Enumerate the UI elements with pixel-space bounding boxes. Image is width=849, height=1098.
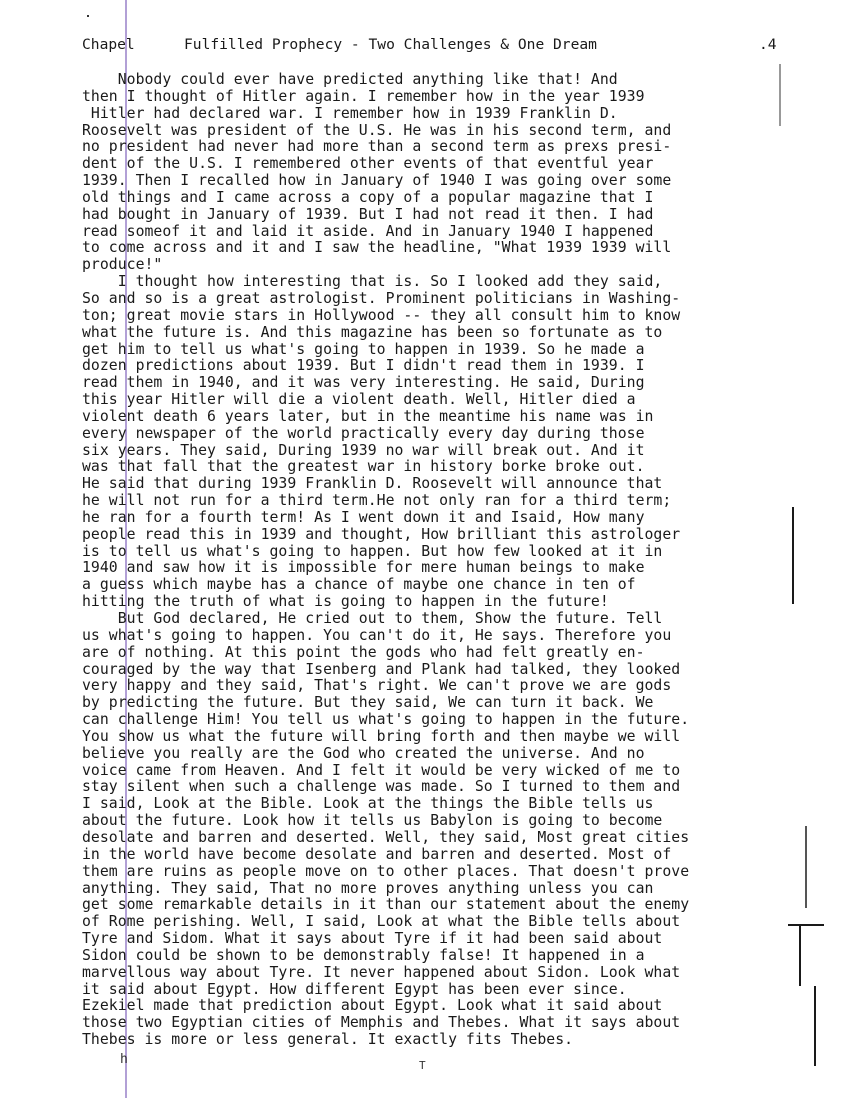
text-line: Hitler had declared war. I remember how in 1939 Franklin D. — [82, 104, 618, 122]
stray-dot — [87, 15, 89, 17]
text-line: read someof it and laid it aside. And in January 1940 I happened — [82, 222, 654, 240]
text-line: produce!" — [82, 256, 163, 274]
text-line: stay silent when such a challenge was made. So I turned to them and — [82, 778, 681, 796]
text-line: read them in 1940, and it was very interesting. He said, During — [82, 374, 645, 392]
body-text — [82, 72, 802, 1049]
text-line: He said that during 1939 Franklin D. Roosevelt will announce that — [82, 475, 663, 493]
page-number: .4 — [759, 36, 777, 53]
text-line: Tyre and Sidom. What it says about Tyre if it had been said about — [82, 930, 663, 948]
text-line: voice came from Heaven. And I felt it would be very wicked of me to — [82, 761, 681, 779]
text-line: six years. They said, During 1939 no war will break out. And it — [82, 441, 645, 459]
text-line: it said about Egypt. How different Egypt has been ever since. — [82, 980, 627, 998]
margin-t-mark-bar — [788, 924, 824, 926]
text-line: people read this in 1939 and thought, How brilliant this astrologer — [82, 525, 681, 543]
text-line: very happy and they said, That's right. We can't prove we are gods — [82, 677, 672, 695]
text-line: But God declared, He cried out to them, Show the future. Tell — [82, 610, 663, 627]
text-line: So and so is a great astrologist. Prominent politicians in Washing- — [82, 289, 681, 307]
text-line: those two Egyptian cities of Memphis and Thebes. What it says about — [82, 1014, 681, 1032]
text-line: this year Hitler will die a violent death. Well, Hitler died a — [82, 391, 636, 409]
text-line: then I thought of Hitler again. I remember how in the year 1939 — [82, 87, 645, 105]
text-line: every newspaper of the world practically every day during those — [82, 424, 645, 442]
text-line: are of nothing. At this point the gods who had felt greatly en- — [82, 643, 645, 661]
text-line: is to tell us what's going to happen. But how few looked at it in — [82, 542, 663, 560]
text-line: Roosevelt was president of the U.S. He was in his second term, and — [82, 121, 672, 139]
text-line: what the future is. And this magazine has been so fortunate as to — [82, 323, 663, 341]
footer-mark-left: h — [120, 1052, 128, 1067]
text-line: get some remarkable details in it than our statement about the enemy — [82, 896, 690, 914]
margin-mark-bottom — [814, 986, 816, 1066]
text-line: had bought in January of 1939. But I had not read it then. I had — [82, 205, 654, 223]
text-line: I thought how interesting that is. So I looked add they said, — [82, 273, 663, 291]
text-line: a guess which maybe has a chance of maybe one chance in ten of — [82, 576, 636, 594]
text-line: in the world have become desolate and barren and deserted. Most of — [82, 845, 672, 863]
text-line: to come across and it and I saw the headline, "What 1939 1939 will — [82, 239, 672, 257]
text-line: them are ruins as people move on to other places. That doesn't prove — [82, 862, 690, 880]
text-line: can challenge Him! You tell us what's going to happen in the future. — [82, 711, 690, 729]
text-line: couraged by the way that Isenberg and Plank had talked, they looked — [82, 660, 681, 678]
page-header — [82, 36, 782, 58]
text-line: Nobody could ever have predicted anything like that! And — [82, 71, 618, 88]
text-line: believe you really are the God who created the universe. And no — [82, 744, 645, 762]
text-line: 1940 and saw how it is impossible for mere human beings to make — [82, 559, 645, 577]
text-line: no president had never had more than a second term as prexs presi- — [82, 138, 672, 156]
text-line: he will not run for a third term.He not only ran for a third term; — [82, 492, 672, 510]
margin-t-mark-stem — [799, 924, 801, 986]
margin-mark-top — [779, 64, 781, 126]
text-line: Thebes is more or less general. It exactly fits Thebes. — [82, 1031, 574, 1049]
header-title: Fulfilled Prophecy - Two Challenges & One Dream — [184, 36, 597, 53]
margin-mark-middle — [792, 507, 794, 604]
text-line: Sidon could be shown to be demonstrably false! It happened in a — [82, 946, 645, 964]
footer-mark-center: T — [419, 1059, 426, 1072]
text-line: desolate and barren and deserted. Well, they said, Most great cities — [82, 828, 690, 846]
text-line: get him to tell us what's going to happen in 1939. So he made a — [82, 340, 645, 358]
text-line: us what's going to happen. You can't do it, He says. Therefore you — [82, 626, 672, 644]
text-line: I said, Look at the Bible. Look at the things the Bible tells us — [82, 795, 654, 813]
text-line: Ezekiel made that prediction about Egypt. Look what it said about — [82, 997, 663, 1015]
text-line: of Rome perishing. Well, I said, Look at what the Bible tells about — [82, 913, 681, 931]
margin-mark-lower — [805, 826, 807, 908]
text-line: dent of the U.S. I remembered other events of that eventful year — [82, 155, 654, 173]
text-line: dozen predictions about 1939. But I didn't read them in 1939. I — [82, 357, 645, 375]
text-line: marvellous way about Tyre. It never happened about Sidon. Look what — [82, 963, 681, 981]
text-line: violent death 6 years later, but in the meantime his name was in — [82, 407, 654, 425]
header-chapel-label: Chapel — [82, 36, 135, 53]
text-line: old things and I came across a copy of a popular magazine that I — [82, 188, 654, 206]
text-line: 1939. Then I recalled how in January of 1940 I was going over some — [82, 172, 672, 190]
text-line: by predicting the future. But they said, We can turn it back. We — [82, 694, 654, 712]
text-line: You show us what the future will bring forth and then maybe we will — [82, 727, 681, 745]
text-line: anything. They said, That no more proves anything unless you can — [82, 879, 654, 897]
text-line: was that fall that the greatest war in history borke broke out. — [82, 458, 645, 476]
text-line: hitting the truth of what is going to happen in the future! — [82, 593, 609, 611]
text-line: ton; great movie stars in Hollywood -- they all consult him to know — [82, 306, 681, 324]
text-line: about the future. Look how it tells us Babylon is going to become — [82, 812, 663, 830]
text-line: he ran for a fourth term! As I went down it and Isaid, How many — [82, 508, 645, 526]
